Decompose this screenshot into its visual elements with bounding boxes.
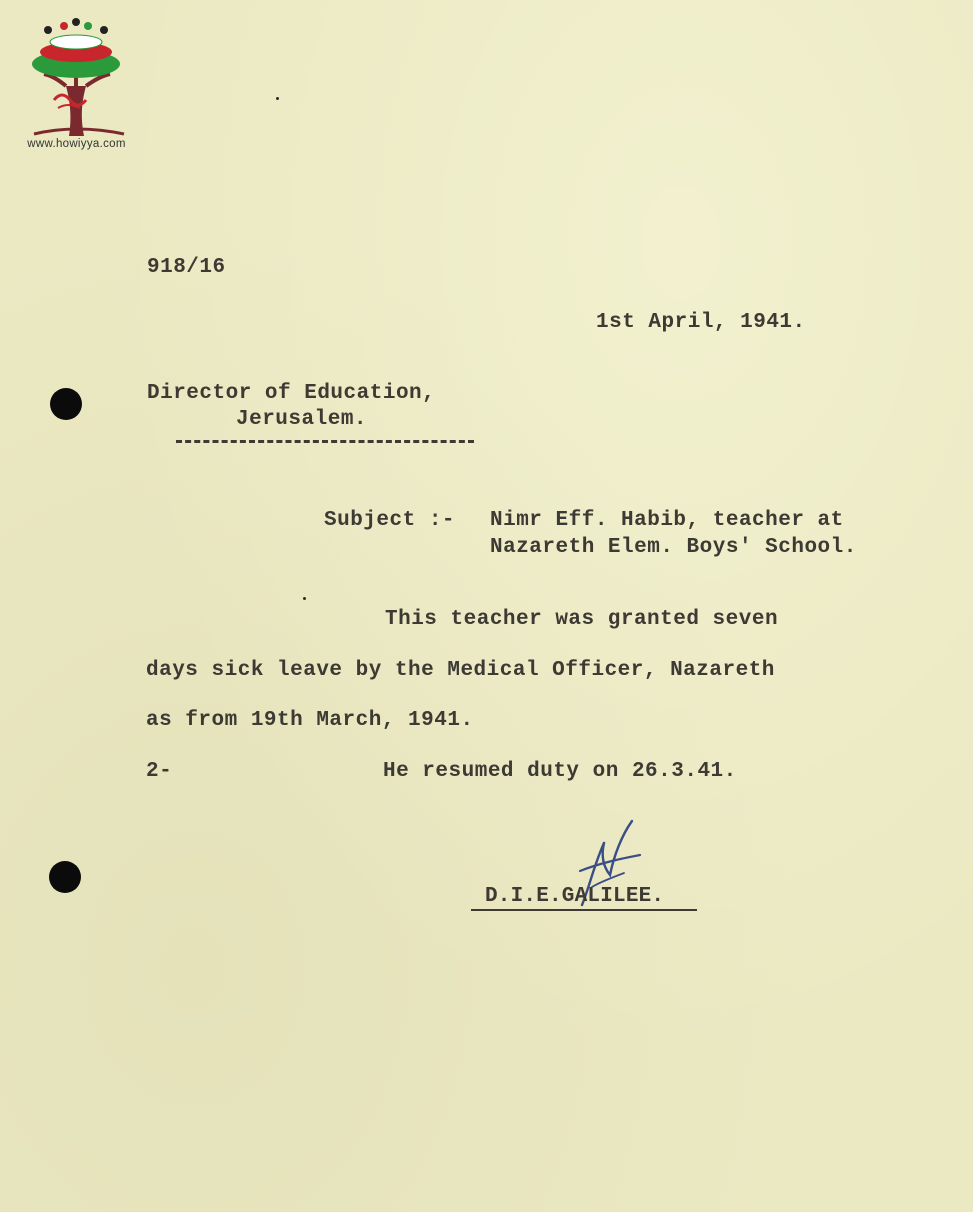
punch-hole-bottom: [49, 861, 81, 893]
letter-date: 1st April, 1941.: [596, 311, 806, 334]
tree-of-people-icon: [14, 16, 139, 138]
subject-line-1: Nimr Eff. Habib, teacher at: [490, 509, 844, 532]
reference-number: 918/16: [147, 256, 226, 279]
paragraph-2-number: 2-: [146, 760, 173, 783]
signoff-underline: [471, 909, 697, 911]
howiyya-logo[interactable]: [14, 16, 139, 156]
paper-speck: [276, 97, 279, 100]
signoff-office: D.I.E.GALILEE.: [485, 885, 665, 908]
body-line-1: This teacher was granted seven: [385, 608, 779, 631]
paper-speck: [303, 597, 306, 600]
punch-hole-top: [50, 388, 82, 420]
body-line-3: as from 19th March, 1941.: [146, 709, 474, 732]
recipient-title: Director of Education,: [147, 382, 436, 405]
subject-label: Subject :-: [324, 509, 456, 532]
recipient-city: Jerusalem.: [236, 408, 368, 431]
paragraph-2-text: He resumed duty on 26.3.41.: [383, 760, 737, 783]
logo-url-text[interactable]: www.howiyya.com: [27, 138, 126, 150]
body-line-2: days sick leave by the Medical Officer, Nazareth: [146, 659, 775, 682]
recipient-dashed-rule: [176, 440, 474, 443]
subject-line-2: Nazareth Elem. Boys' School.: [490, 536, 857, 559]
